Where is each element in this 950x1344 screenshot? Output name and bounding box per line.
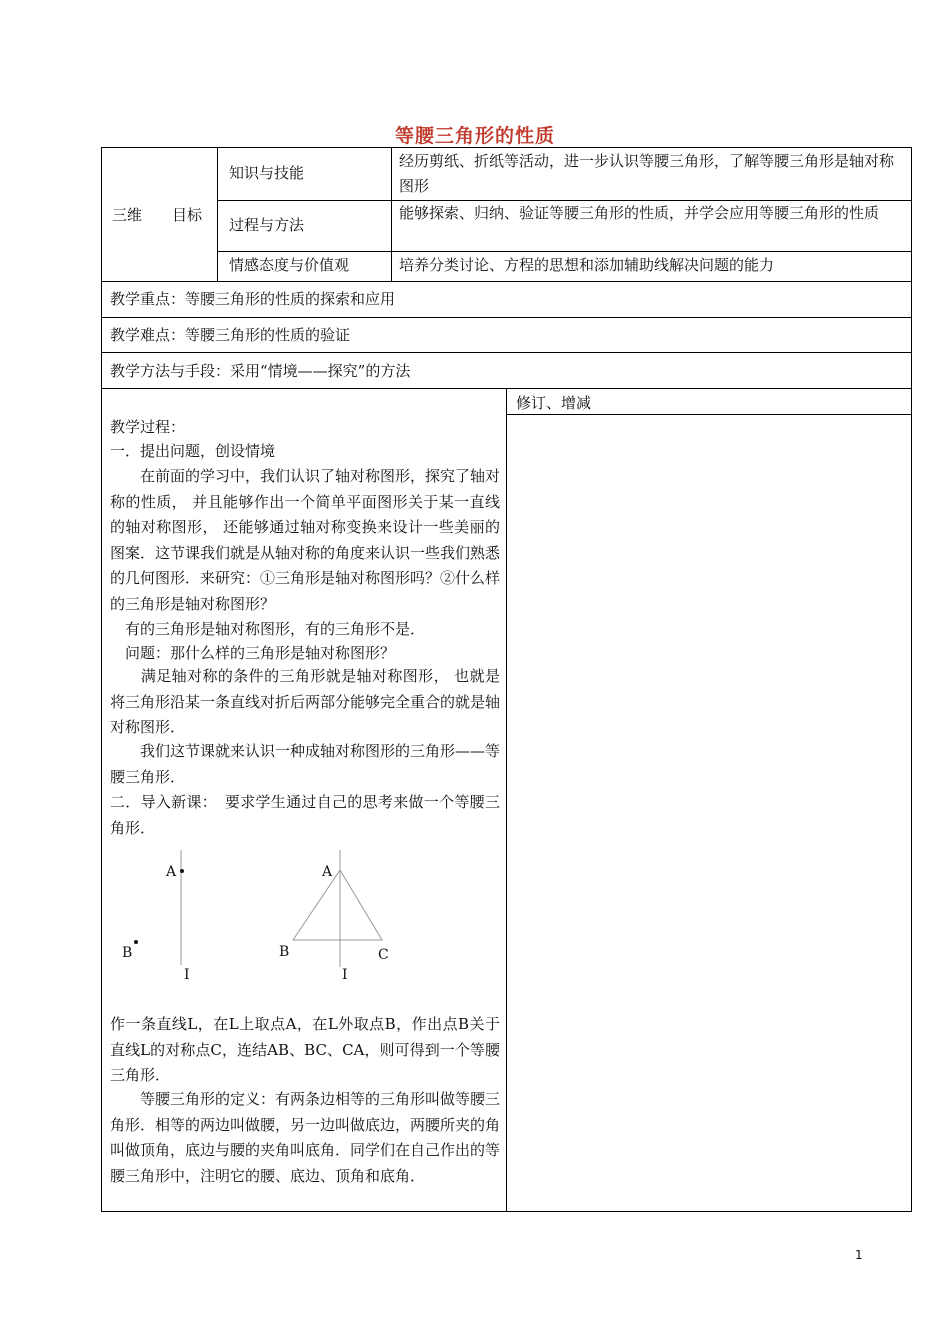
point-a — [180, 869, 184, 873]
objective-content: 经历剪纸、折纸等活动，进一步认识等腰三角形，了解等腰三角形是轴对称图形 — [399, 152, 895, 195]
objective-name: 情感态度与价值观 — [229, 256, 350, 274]
table-left-border — [101, 147, 102, 1212]
row-divider — [101, 352, 912, 353]
objective-name: 知识与技能 — [229, 164, 305, 182]
figure-right — [279, 850, 389, 983]
label-a: A — [322, 864, 333, 880]
paragraph: 我们这节课就来认识一种成轴对称图形的三角形——等腰三角形． — [110, 742, 501, 786]
label-c: C — [378, 947, 389, 963]
objective-content: 能够探索、归纳、验证等腰三角形的性质，并学会应用等腰三角形的性质 — [399, 204, 880, 222]
section-heading: 一．提出问题，创设情境 — [110, 442, 276, 460]
difficulty: 教学难点：等腰三角形的性质的验证 — [110, 326, 351, 344]
paragraph: 有的三角形是轴对称图形，有的三角形不是． — [110, 620, 426, 638]
column-divider — [506, 388, 507, 1212]
paragraph: 二．导入新课： 要求学生通过自己的思考来做一个等腰三角形． — [110, 793, 500, 837]
row-divider — [101, 281, 912, 282]
triangle-abc — [293, 870, 382, 940]
label-b: B — [279, 944, 290, 960]
label-line: I — [184, 967, 190, 983]
isosceles-triangle-figure — [110, 845, 410, 985]
label-line: I — [342, 967, 348, 983]
key-point: 教学重点：等腰三角形的性质的探索和应用 — [110, 290, 396, 308]
document-title: 等腰三角形的性质 — [394, 125, 555, 147]
page-number: 1 — [855, 1248, 863, 1262]
column-divider — [391, 147, 392, 281]
point-b — [134, 940, 138, 944]
teaching-method: 教学方法与手段：采用“情境——探究”的方法 — [110, 362, 411, 380]
label-b: B — [122, 945, 133, 961]
objectives-label: 三维 目标 — [112, 206, 203, 224]
paragraph: 等腰三角形的定义：有两条边相等的三角形叫做等腰三角形．相等的两边叫做腰，另一边叫做底边，两腰所夹的角叫做顶角，底边与腰的夹角叫底角．同学们在自己作出的等腰三角形中，注明它的腰、底边、顶角和底角． — [110, 1090, 501, 1185]
revision-header: 修订、增减 — [516, 394, 592, 412]
label-a: A — [166, 864, 177, 880]
paragraph: 作一条直线L，在L上取点A，在L外取点B，作出点B关于直线L的对称点C，连结AB、BC、CA，则可得到一个等腰三角形． — [110, 1015, 500, 1084]
column-divider — [217, 147, 218, 281]
paragraph: 满足轴对称的条件的三角形就是轴对称图形， 也就是将三角形沿某一条直线对折后两部分能够完全重合的就是轴对称图形． — [110, 667, 501, 736]
row-divider — [101, 317, 912, 318]
objective-content: 培养分类讨论、方程的思想和添加辅助线解决问题的能力 — [399, 256, 775, 274]
table-top-border — [101, 147, 912, 148]
row-divider — [217, 251, 912, 252]
objective-name: 过程与方法 — [229, 216, 305, 234]
figure-left — [122, 850, 190, 983]
paragraph: 问题：那什么样的三角形是轴对称图形？ — [110, 644, 396, 662]
table-right-border — [911, 147, 912, 1212]
paragraph: 在前面的学习中，我们认识了轴对称图形，探究了轴对称的性质， 并且能够作出一个简单平面图形关于某一直线的轴对称图形， 还能够通过轴对称变换来设计一些美丽的图案．这节课我们就是从轴对称的角度来认识一些我们熟悉的几何图形．来研究：①三角形是轴对称图形吗？②什么样的三角形是轴对称图形？ — [110, 467, 501, 613]
process-heading: 教学过程： — [110, 418, 186, 436]
